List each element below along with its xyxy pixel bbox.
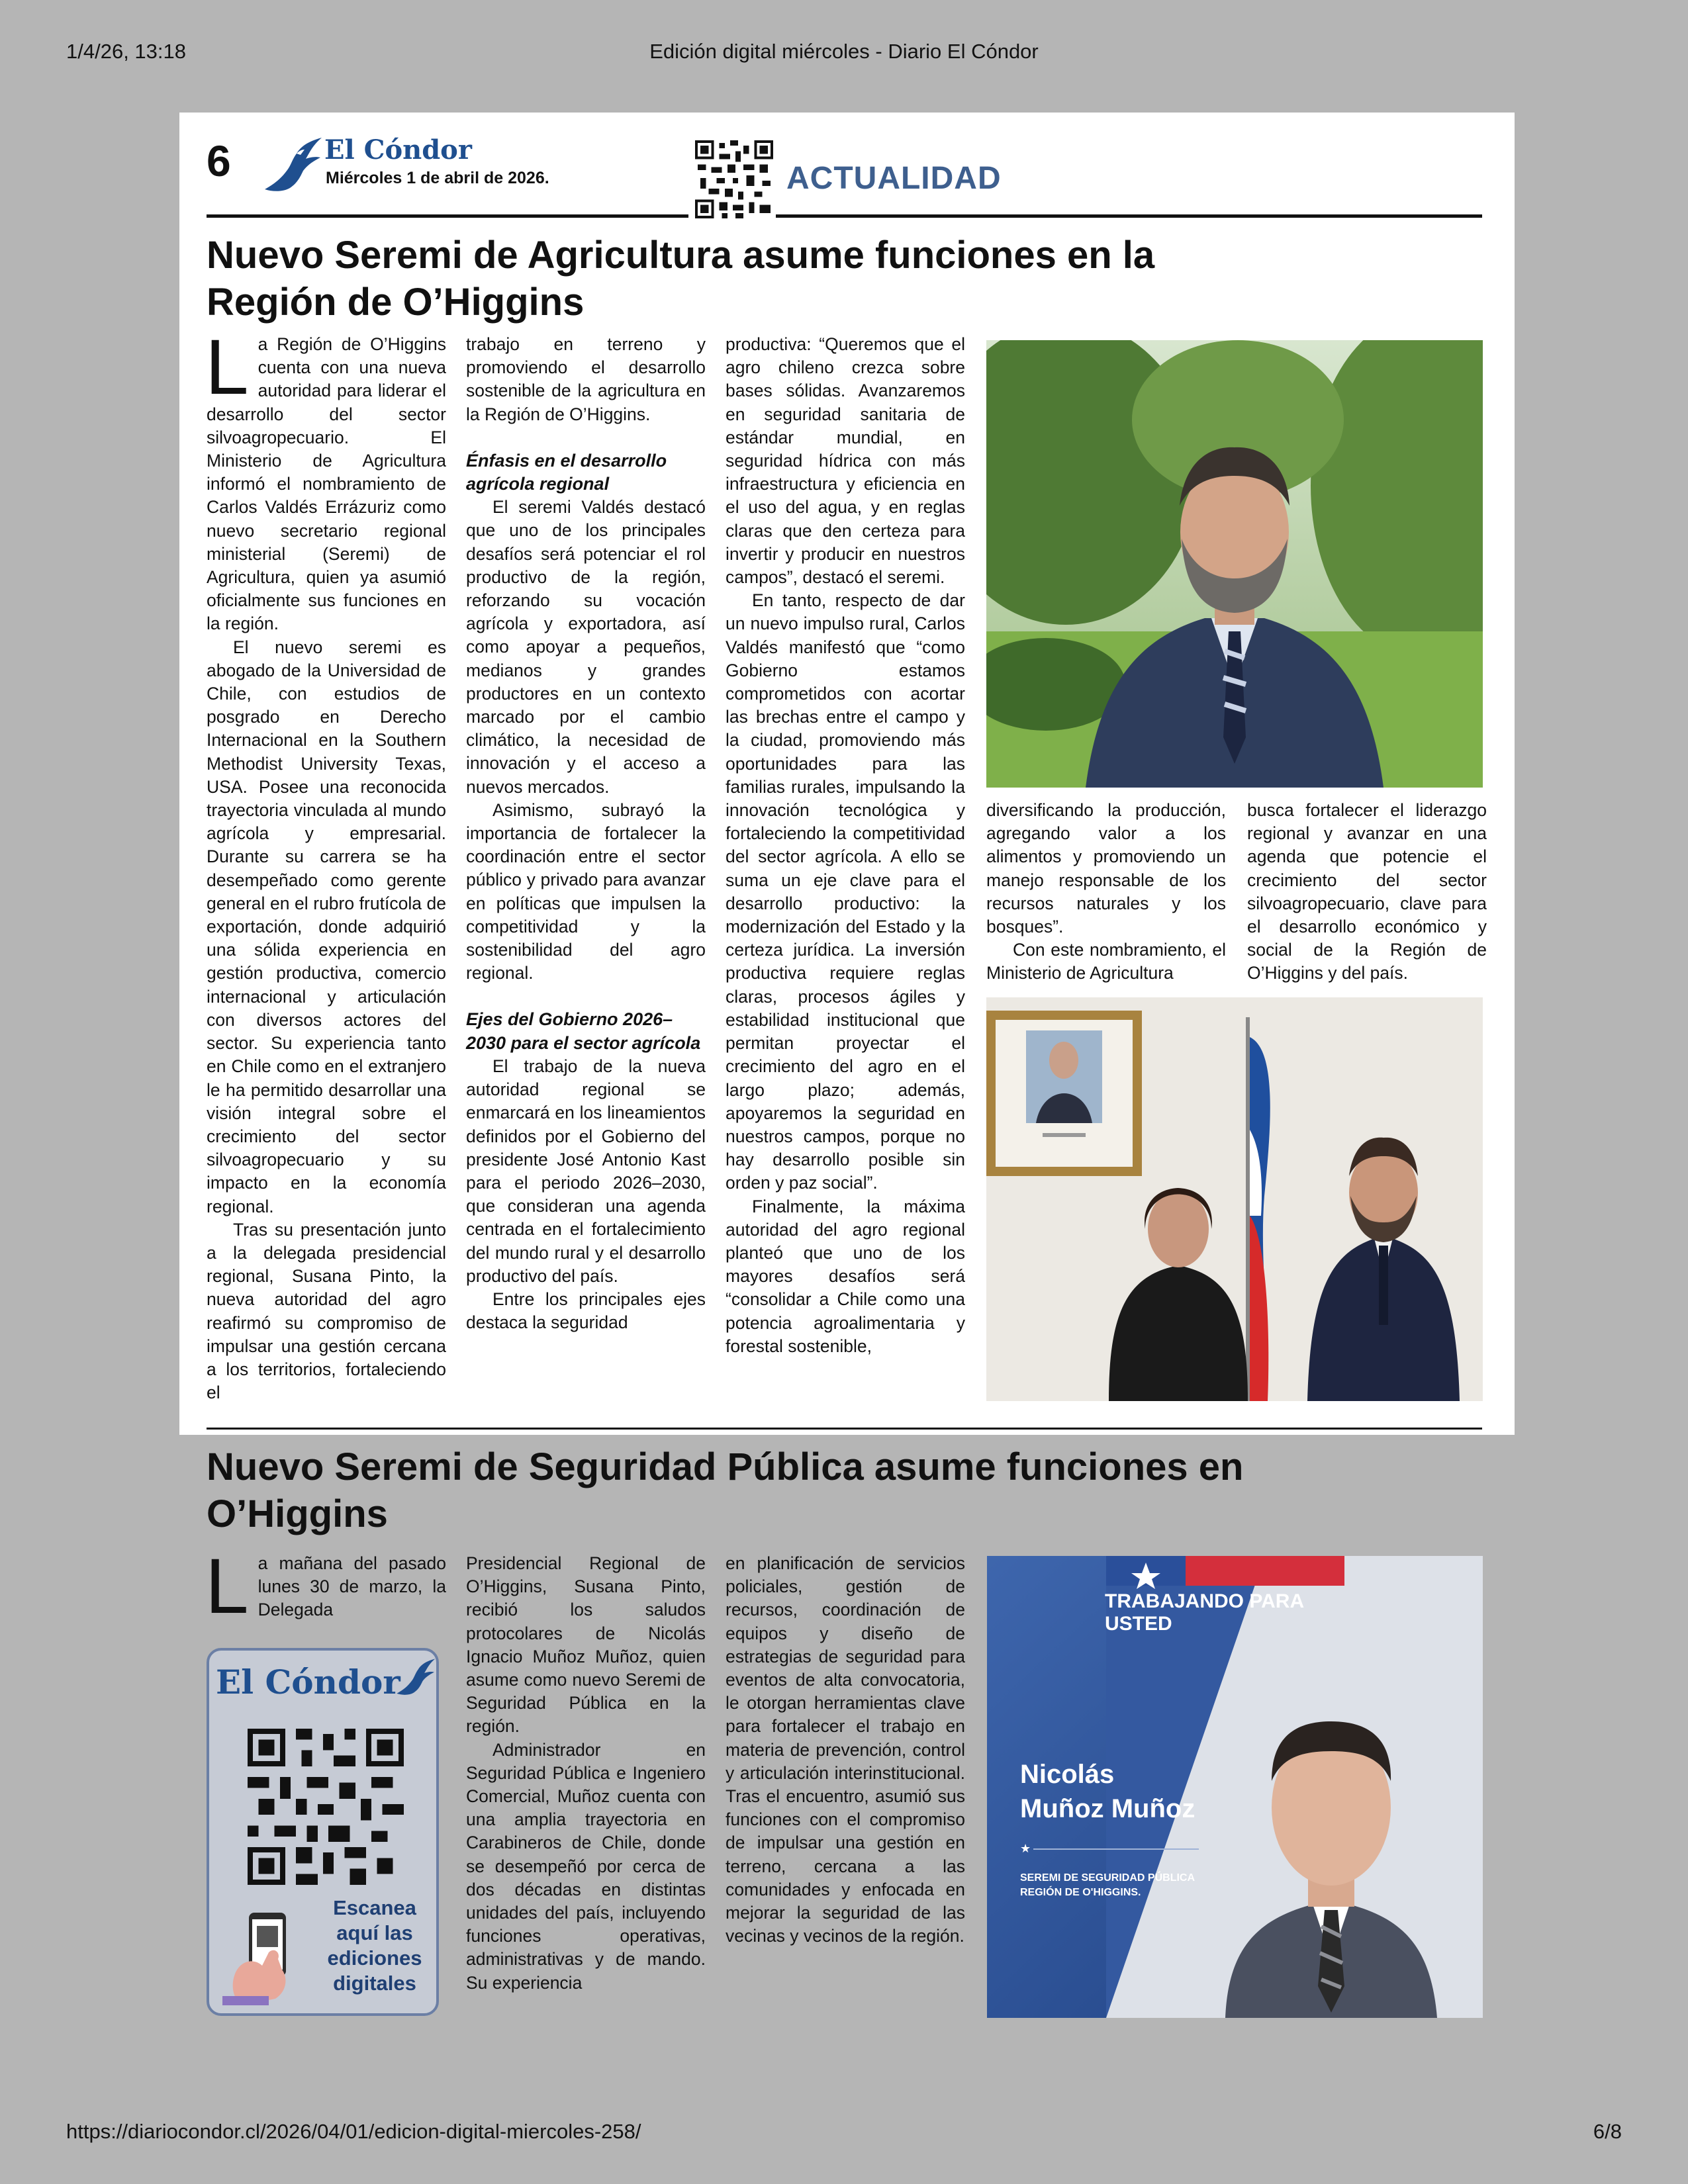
article2-column-2	[466, 1552, 706, 1995]
article1-column-1	[205, 324, 446, 1404]
article1-paragraph: En tanto, respecto de dar un nuevo impulso rural, Carlos Valdés manifestó que “como Gobierno estamos comprometidos con acortar las brechas entre el campo y la ciudad, promoviendo más oportunidades para las familias rurales, impulsando la innovación tecnológica y fortaleciendo la competitividad del sector agrícola. A ello se suma un eje clave para el desarrollo productivo: la modernización del Estado y la certeza jurídica. La inversión productiva requiere reglas claras, procesos ágiles y estabilidad institucional que permitan proyectar el crecimiento del agro en el largo plazo; además, apoyaremos la seguridad en nuestros campos, porque no hay desarrollo posible sin orden y paz social”.	[726, 590, 965, 1193]
article2-paragraph: Presidencial Regional de O’Higgins, Susana Pinto, recibió los saludos protocolares de Nicolás Ignacio Muñoz Muñoz, quien asume como nuevo Seremi de Seguridad Pública en la región.	[466, 1553, 706, 1737]
print-header	[0, 40, 1688, 66]
graphic-star-icon: ★	[1020, 1842, 1031, 1855]
article2-column-3	[726, 1552, 965, 1948]
article1-paragraph: La Región de O’Higgins cuenta con una nueva autoridad para liderar el desarrollo del sector silvoagropecuario. El Ministerio de Agricultura informó el nombramiento de Carlos Valdés Errázuriz como nuevo secretario regional ministerial (Seremi) de Agricultura, quien ya asumió oficialmente sus funciones en la región.	[205, 324, 446, 634]
seremi-with-delegate-photo	[986, 997, 1483, 1401]
article1-paragraph: busca fortalecer el liderazgo regional y avanzar en una agenda que potencie el crecimiento del sector silvoagropecuario, clave para el desarrollo económico y social de la Región de O’Higgins y del país.	[1247, 800, 1487, 983]
graphic-name-line2: Muñoz Muñoz	[1020, 1794, 1196, 1823]
print-datetime: 1/4/26, 13:18	[66, 40, 186, 63]
article1-column-2	[466, 333, 706, 1334]
condor-logo-icon	[263, 136, 324, 193]
article1-subheading: Énfasis en el desarrollo agrícola regional	[466, 450, 667, 494]
promo-title: El Cóndor	[216, 1662, 400, 1702]
article1-paragraph: Con este nombramiento, el Ministerio de Agricultura	[986, 940, 1226, 983]
article1-paragraph: El trabajo de la nueva autoridad regional se enmarcará en los lineamientos definidos por el Gobierno del presidente José Antonio Kast para el periodo 2026–2030, que consideran una agenda centrada en el fortalecimiento del mundo rural y el desarrollo productivo del país.	[466, 1056, 706, 1286]
masthead-name: El Cóndor	[324, 134, 472, 165]
promo-text: Escanea aquí las ediciones digitales	[327, 1896, 422, 1995]
print-url: https://diariocondor.cl/2026/04/01/edicion-digital-miercoles-258/	[66, 2120, 641, 2143]
article1-paragraph: Finalmente, la máxima autoridad del agro regional planteó que uno de los mayores desafíos será “consolidar a Chile como una potencia agroalimentaria y forestal sostenible,	[726, 1196, 965, 1356]
graphic-divider	[1033, 1848, 1199, 1850]
section-label: ACTUALIDAD	[786, 161, 1002, 196]
graphic-role-line2: REGIÓN DE O'HIGGINS.	[1020, 1887, 1141, 1898]
article1-column-4	[986, 799, 1226, 985]
article1-paragraph: El seremi Valdés destacó que uno de los principales desafíos será potenciar el rol productivo de la región, reforzando su vocación agrícola y exportadora, así como apoyar a pequeños, medianos y grandes productores en un contexto marcado por el cambio climático, la necesidad de innovación y el acceso a nuevos mercados.	[466, 497, 706, 797]
page-number: 6	[207, 136, 231, 185]
article2-headline: Nuevo Seremi de Seguridad Pública asume funciones en O’Higgins	[207, 1445, 1244, 1535]
article1-paragraph: Asimismo, subrayó la importancia de fortalecer la coordinación entre el sector público y privado para avanzar en políticas que impulsen la competitividad y la sostenibilidad del agro regional.	[466, 799, 706, 983]
seremi-seguridad-graphic	[987, 1556, 1483, 2018]
article2-paragraph: en planificación de servicios policiales, gestión de recursos, coordinación de equipos y diseño de estrategias de seguridad para eventos de alta convocatoria, le otorgan herramientas clave para fortalecer el trabajo en materia de prevención, control y articulación interinstitucional. Tras el encuentro, asumió sus funciones con el compromiso de impulsar una gestión en terreno, cercana a las comunidades y enfocada en mejorar la seguridad de las vecinas y vecinos de la región.	[726, 1553, 965, 1946]
article2-column-1	[205, 1543, 446, 1630]
header-qr-code-icon	[695, 140, 773, 218]
article2-paragraph: La mañana del pasado lunes 30 de marzo, la Delegada	[205, 1543, 446, 1630]
article1-headline: Nuevo Seremi de Agricultura asume funciones en la Región de O’Higgins	[207, 234, 1155, 324]
print-page-counter: 6/8	[1593, 2120, 1622, 2143]
article2-paragraph: Administrador en Seguridad Pública e Ingeniero Comercial, Muñoz cuenta con una amplia trayectoria en Carabineros de Chile, donde se desempeñó por cerca de dos décadas en distintas unidades del país, incluyendo funciones operativas, administrativas y de mando. Su experiencia	[466, 1739, 706, 1993]
print-document-title: Edición digital miércoles - Diario El Cóndor	[649, 40, 1039, 63]
header-rule	[207, 214, 688, 218]
article1-paragraph: El nuevo seremi es abogado de la Universidad de Chile, con estudios de posgrado en Derecho Internacional en la Southern Methodist University Texas, USA. Posee una reconocida trayectoria vinculada al mundo agrícola y empresarial. Durante su carrera se ha desempeñado como gerente general en el rubro frutícola de exportación, donde adquirió una sólida experiencia en gestión productiva, comercio internacional y articulación con diversos actores del sector. Su experiencia tanto en Chile como en el extranjero le ha permitido desarrollar una visión integral sobre el crecimiento del sector silvoagropecuario y su impacto en la economía regional.	[207, 637, 446, 1216]
article1-column-3	[726, 333, 965, 1358]
condor-logo-icon	[396, 1657, 437, 1697]
article1-dropcap: L	[205, 324, 249, 411]
header-rule	[776, 214, 1482, 218]
article-separator-rule	[207, 1428, 1482, 1430]
print-footer	[0, 2120, 1688, 2146]
graphic-banner: TRABAJANDO PARA USTED	[1105, 1590, 1303, 1635]
promo-qr-code-icon	[248, 1729, 404, 1885]
article1-paragraph: trabajo en terreno y promoviendo el desarrollo sostenible de la agricultura en la Región de O’Higgins.	[466, 334, 706, 424]
hand-phone-icon	[222, 1906, 315, 2005]
article1-column-5	[1247, 799, 1487, 985]
masthead-date: Miércoles 1 de abril de 2026.	[326, 169, 549, 187]
article1-paragraph: Tras su presentación junto a la delegada presidencial regional, Susana Pinto, la nueva autoridad del agro reafirmó su compromiso de impulsar una gestión cercana a los territorios, fortaleciendo el	[207, 1219, 446, 1403]
qr-promo-box	[207, 1648, 439, 2016]
graphic-role-line1: SEREMI DE SEGURIDAD PÚBLICA	[1020, 1872, 1196, 1884]
article1-paragraph: Entre los principales ejes destaca la seguridad	[466, 1289, 706, 1333]
article1-paragraph: diversificando la producción, agregando valor a los alimentos y promoviendo un manejo responsable de los recursos naturales y los bosques”.	[986, 800, 1226, 937]
article2-dropcap: L	[205, 1543, 249, 1630]
seremi-agricultura-portrait-photo	[986, 340, 1483, 788]
article1-subheading: Ejes del Gobierno 2026–2030 para el sector agrícola	[466, 1009, 701, 1053]
graphic-name-line1: Nicolás	[1020, 1760, 1115, 1789]
article1-paragraph: productiva: “Queremos que el agro chileno crezca sobre bases sólidas. Avanzaremos en seguridad sanitaria de estándar mundial, en seguridad hídrica con más infraestructura y eficiencia en el uso del agua, y en reglas claras que den certeza para invertir y producir en nuestros campos”, destacó el seremi.	[726, 334, 965, 588]
